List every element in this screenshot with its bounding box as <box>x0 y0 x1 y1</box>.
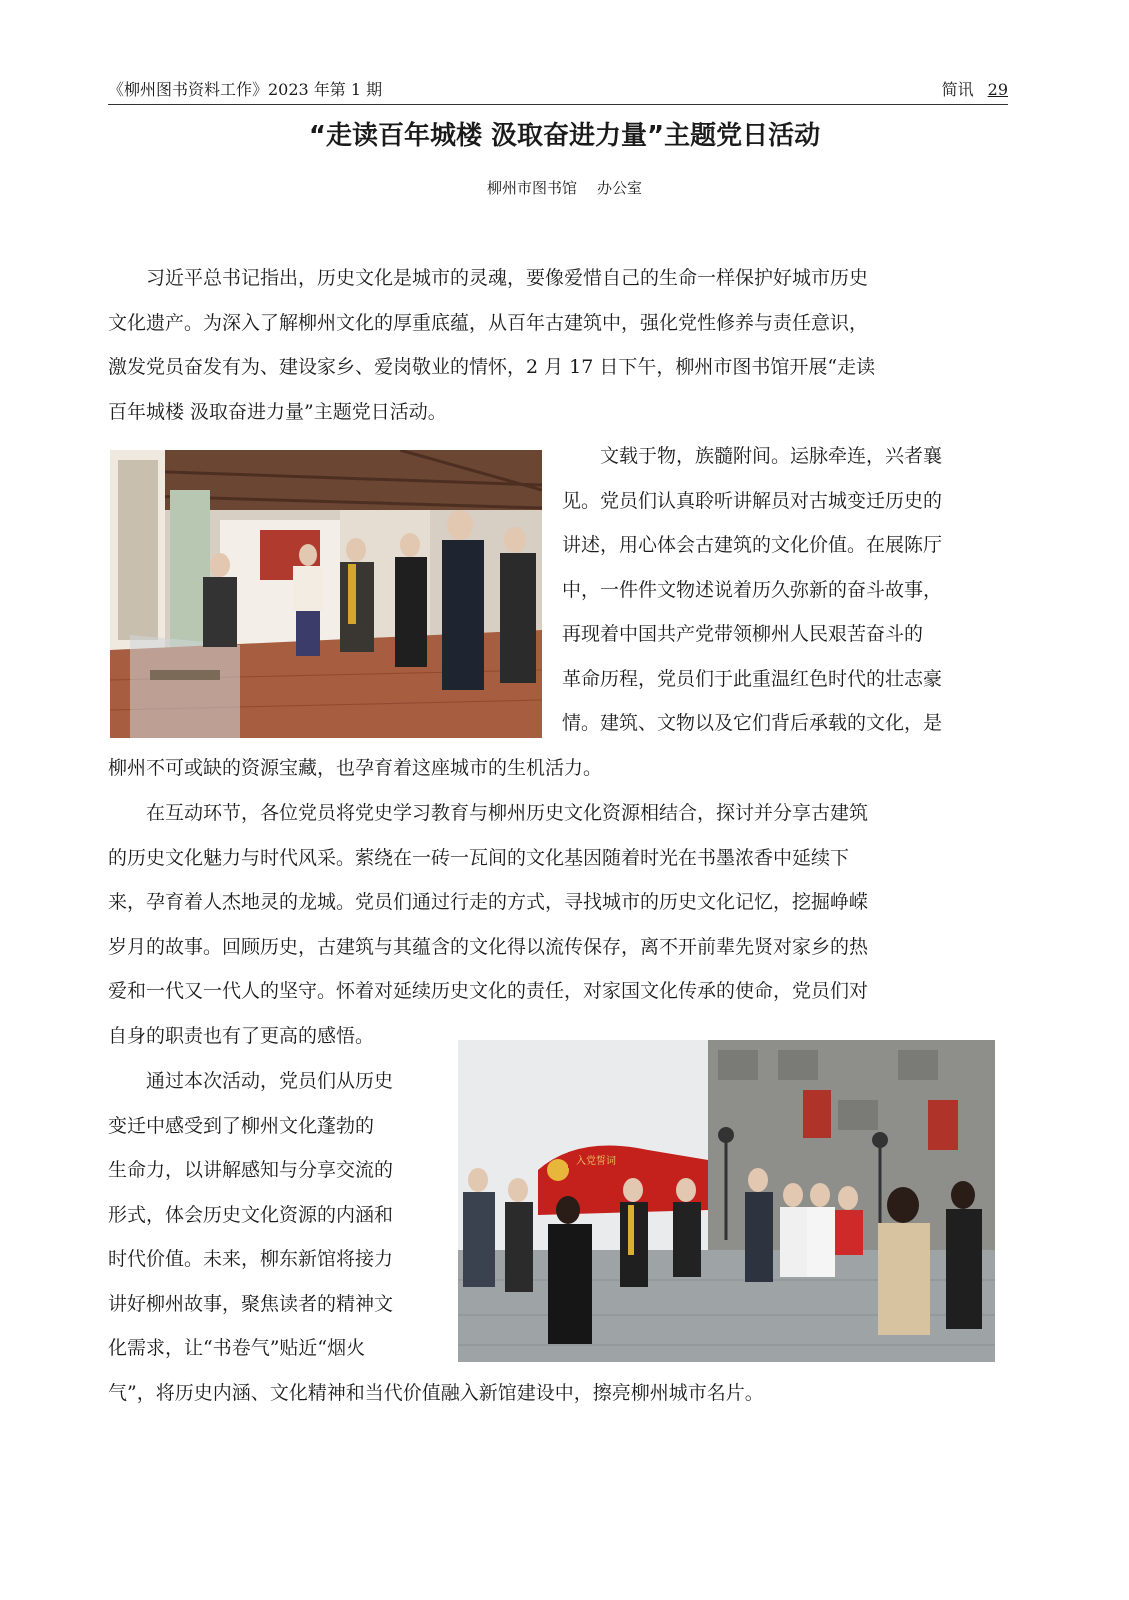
paragraph-4 <box>108 1059 443 1371</box>
text-line: 气”，将历史内涵、文化精神和当代价值融入新馆建设中，擦亮柳州城市名片。 <box>108 1382 764 1404</box>
text-line: 文载于物，族髓附间。运脉牵连，兴者襄 <box>562 445 943 467</box>
paragraph-3 <box>108 791 1003 1058</box>
paragraph-4-continued <box>108 1371 1003 1416</box>
outdoor-group-image <box>458 1040 995 1362</box>
text-line: 激发党员奋发有为、建设家乡、爱岗敬业的情怀，2 月 17 日下午，柳州市图书馆开展“走读 <box>108 356 876 378</box>
article-title: “走读百年城楼 汲取奋进力量”主题党日活动 <box>308 121 821 151</box>
text-line: 讲述，用心体会古建筑的文化价值。在展陈厅 <box>562 534 943 556</box>
text-line: 自身的职责也有了更高的感悟。 <box>108 1024 375 1047</box>
party-oath-sign: 入党誓词 <box>576 1156 616 1167</box>
section-label: 简讯 <box>941 80 974 99</box>
text-line: 百年城楼 汲取奋进力量”主题党日活动。 <box>108 400 447 423</box>
text-line: 形式，体会历史文化资源的内涵和 <box>108 1203 394 1226</box>
paragraph-2-continued <box>108 746 1003 791</box>
author-dept: 办公室 <box>597 179 643 197</box>
text-line: 岁月的故事。回顾历史，古建筑与其蕴含的文化得以流传保存，离不开前辈先贤对家乡的热 <box>108 935 869 958</box>
journal-name: 《柳州图书资料工作》2023 年第 1 期 <box>108 80 383 99</box>
text-line: 化需求，让“书卷气”贴近“烟火 <box>108 1337 366 1359</box>
exhibition-hall-photo <box>110 450 542 738</box>
text-line: 在互动环节，各位党员将党史学习教育与柳州历史文化资源相结合，探讨并分享古建筑 <box>108 802 869 824</box>
text-line: 时代价值。未来，柳东新馆将接力 <box>108 1248 394 1270</box>
text-line: 生命力，以讲解感知与分享交流的 <box>108 1159 394 1181</box>
text-line: 革命历程，党员们于此重温红色时代的壮志豪 <box>562 667 943 690</box>
text-line: 来，孕育着人杰地灵的龙城。党员们通过行走的方式，寻找城市的历史文化记忆，挖掘峥嵘 <box>108 891 869 913</box>
text-line: 情。建筑、文物以及它们背后承载的文化，是 <box>562 712 943 734</box>
running-header <box>108 80 1008 105</box>
text-line: 爱和一代又一代人的坚守。怀着对延续历史文化的责任，对家国文化传承的使命，党员们对 <box>108 980 869 1002</box>
text-line: 见。党员们认真聆听讲解员对古城变迁历史的 <box>562 489 943 512</box>
text-line: 讲好柳州故事，聚焦读者的精神文 <box>108 1292 394 1315</box>
text-line: 柳州不可或缺的资源宝藏，也孕育着这座城市的生机活力。 <box>108 757 603 779</box>
text-line: 再现着中国共产党带领柳州人民艰苦奋斗的 <box>562 623 924 645</box>
paragraph-1 <box>108 256 1003 434</box>
author-line <box>0 178 1129 198</box>
exhibition-hall-image <box>110 450 542 738</box>
text-line: 习近平总书记指出，历史文化是城市的灵魂，要像爱惜自己的生命一样保护好城市历史 <box>108 267 869 289</box>
outdoor-group-photo <box>458 1040 995 1362</box>
text-line: 中，一件件文物述说着历久弥新的奋斗故事， <box>562 578 943 601</box>
text-line: 文化遗产。为深入了解柳州文化的厚重底蕴，从百年古建筑中，强化党性修养与责任意识， <box>108 311 869 334</box>
header-right <box>942 80 1008 100</box>
text-line: 变迁中感受到了柳州文化蓬勃的 <box>108 1114 375 1137</box>
author-org: 柳州市图书馆 <box>486 179 577 197</box>
page-number: 29 <box>987 80 1008 99</box>
paragraph-2 <box>562 434 1003 746</box>
text-line: 通过本次活动，党员们从历史 <box>108 1070 394 1092</box>
text-line: 的历史文化魅力与时代风采。萦绕在一砖一瓦间的文化基因随着时光在书墨浓香中延续下 <box>108 846 850 869</box>
